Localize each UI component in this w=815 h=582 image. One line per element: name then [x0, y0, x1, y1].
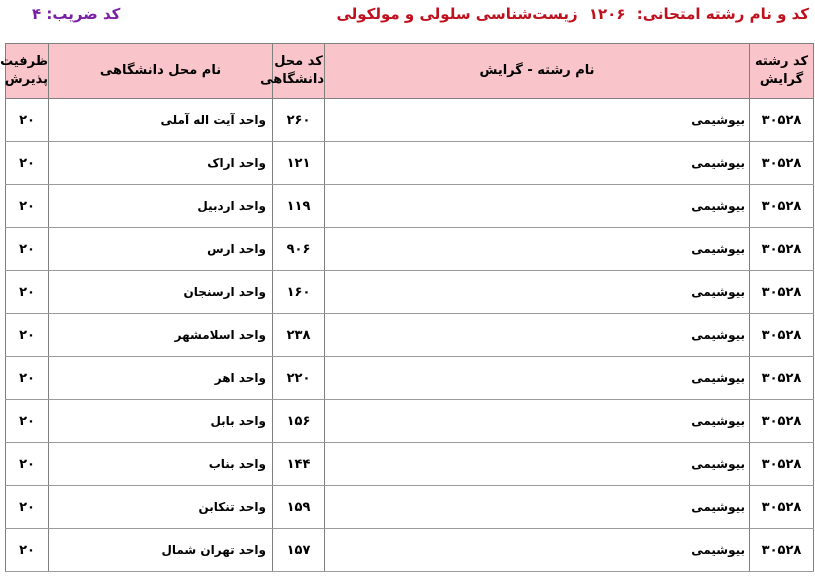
coef-value: ۴ — [32, 5, 42, 23]
field-code-cell: ۳۰۵۲۸ — [750, 185, 814, 228]
capacity-cell: ۲۰ — [6, 486, 49, 529]
field-code-cell: ۳۰۵۲۸ — [750, 357, 814, 400]
field-name-cell: بیوشیمی — [325, 228, 750, 271]
capacity-cell: ۲۰ — [6, 443, 49, 486]
capacity-cell: ۲۰ — [6, 185, 49, 228]
header-field-name: نام رشته - گرایش — [325, 44, 750, 99]
field-code-cell: ۳۰۵۲۸ — [750, 99, 814, 142]
field-name-cell: بیوشیمی — [325, 142, 750, 185]
capacity-cell: ۲۰ — [6, 142, 49, 185]
university-cell: واحد اراک — [49, 142, 273, 185]
coefficient-code — [32, 5, 120, 23]
field-name-cell: بیوشیمی — [325, 185, 750, 228]
field-code-cell: ۳۰۵۲۸ — [750, 314, 814, 357]
university-cell: واحد ارس — [49, 228, 273, 271]
location-code-cell: ۱۵۶ — [273, 400, 325, 443]
title-prefix: کد و نام رشته امتحانی: — [636, 5, 809, 23]
table-row — [6, 357, 814, 400]
table-row — [6, 99, 814, 142]
location-code-cell: ۲۲۰ — [273, 357, 325, 400]
table-row — [6, 142, 814, 185]
table-header — [0, 44, 814, 99]
page-title — [336, 5, 809, 23]
location-code-cell: ۲۳۸ — [273, 314, 325, 357]
university-cell: واحد تنکابن — [49, 486, 273, 529]
capacity-cell: ۲۰ — [6, 314, 49, 357]
table-row — [6, 529, 814, 572]
field-name-cell: بیوشیمی — [325, 486, 750, 529]
location-code-cell: ۱۱۹ — [273, 185, 325, 228]
table-row — [6, 228, 814, 271]
university-cell: واحد آیت اله آملی — [49, 99, 273, 142]
capacity-cell: ۲۰ — [6, 400, 49, 443]
table-body — [6, 99, 814, 572]
exam-name: زیست‌شناسی سلولی و مولکولی — [336, 5, 578, 23]
capacity-cell: ۲۰ — [6, 228, 49, 271]
university-cell: واحد اردبیل — [49, 185, 273, 228]
location-code-cell: ۱۵۷ — [273, 529, 325, 572]
field-name-cell: بیوشیمی — [325, 271, 750, 314]
field-code-cell: ۳۰۵۲۸ — [750, 142, 814, 185]
coef-label: کد ضریب: — [46, 5, 121, 23]
header-location-code: کد محل دانشگاهی — [273, 44, 325, 99]
location-code-cell: ۲۶۰ — [273, 99, 325, 142]
location-code-cell: ۱۶۰ — [273, 271, 325, 314]
location-code-cell: ۱۲۱ — [273, 142, 325, 185]
field-code-cell: ۳۰۵۲۸ — [750, 443, 814, 486]
field-code-cell: ۳۰۵۲۸ — [750, 529, 814, 572]
header-capacity: ظرفیت پذیرش — [6, 44, 49, 99]
programs-table — [0, 43, 814, 572]
exam-code: ۱۲۰۶ — [588, 5, 626, 23]
table-row — [6, 271, 814, 314]
location-code-cell: ۹۰۶ — [273, 228, 325, 271]
field-name-cell: بیوشیمی — [325, 314, 750, 357]
capacity-cell: ۲۰ — [6, 357, 49, 400]
table-row — [6, 400, 814, 443]
table-row — [6, 185, 814, 228]
field-name-cell: بیوشیمی — [325, 357, 750, 400]
header-field-code: کد رشته گرایش — [750, 44, 814, 99]
field-name-cell: بیوشیمی — [325, 443, 750, 486]
location-code-cell: ۱۴۴ — [273, 443, 325, 486]
university-cell: واحد اسلامشهر — [49, 314, 273, 357]
field-code-cell: ۳۰۵۲۸ — [750, 400, 814, 443]
university-cell: واحد ارسنجان — [49, 271, 273, 314]
capacity-cell: ۲۰ — [6, 99, 49, 142]
field-name-cell: بیوشیمی — [325, 529, 750, 572]
university-cell: واحد بابل — [49, 400, 273, 443]
field-name-cell: بیوشیمی — [325, 400, 750, 443]
table-row — [6, 486, 814, 529]
table-row — [6, 314, 814, 357]
field-code-cell: ۳۰۵۲۸ — [750, 228, 814, 271]
location-code-cell: ۱۵۹ — [273, 486, 325, 529]
page-header — [0, 0, 815, 34]
university-cell: واحد اهر — [49, 357, 273, 400]
field-code-cell: ۳۰۵۲۸ — [750, 486, 814, 529]
university-cell: واحد بناب — [49, 443, 273, 486]
header-university: نام محل دانشگاهی — [49, 44, 273, 99]
field-code-cell: ۳۰۵۲۸ — [750, 271, 814, 314]
table-row — [6, 443, 814, 486]
capacity-cell: ۲۰ — [6, 529, 49, 572]
capacity-cell: ۲۰ — [6, 271, 49, 314]
field-name-cell: بیوشیمی — [325, 99, 750, 142]
university-cell: واحد تهران شمال — [49, 529, 273, 572]
